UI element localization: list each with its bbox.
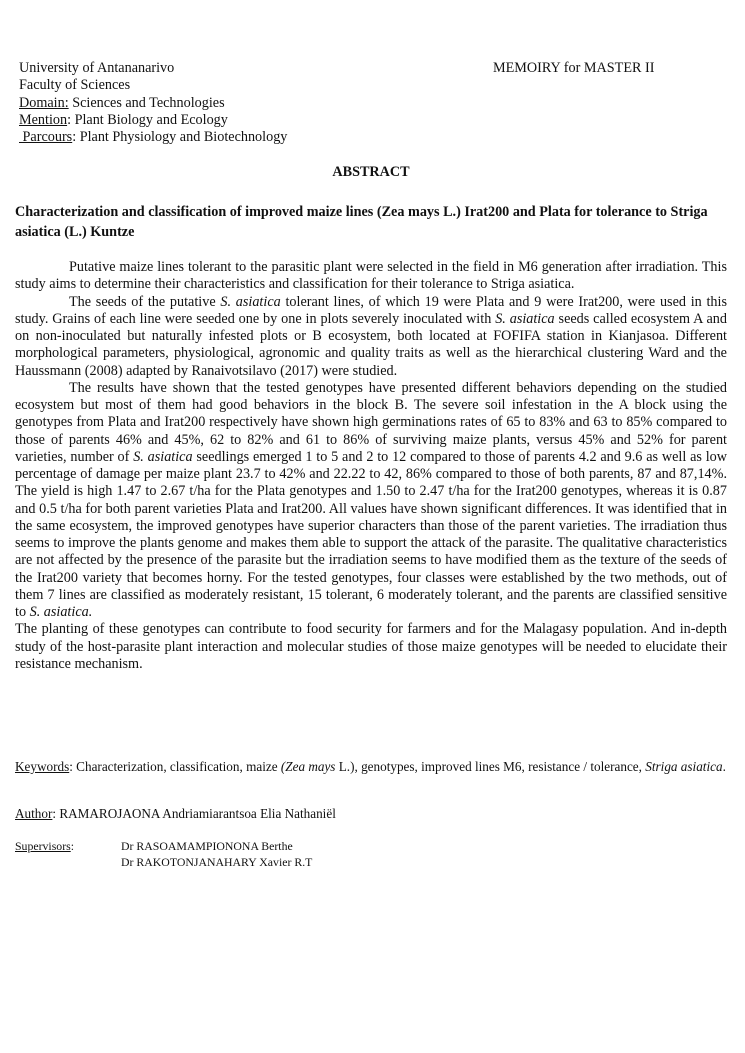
author-line (15, 806, 336, 822)
parcours-line (19, 129, 719, 146)
keywords-species: (Zea mays (280, 759, 336, 774)
domain-line (19, 95, 719, 112)
domain-label: Domain: (19, 94, 69, 111)
faculty-name: Faculty of Sciences (19, 77, 131, 94)
paragraph-3 (15, 380, 727, 622)
mention-label: Mention (19, 111, 68, 128)
mention-value: : Plant Biology and Ecology (67, 111, 228, 128)
paragraph-2-text-c: seeds called ecosystem A and on non-inoculated but naturally infested plots or B ecosystem, both located at FOFIFA station in Kianjasoa. Different morphological parameters, physiological, agronomic and quality traits as well as the hierarchical clustering Ward and the Haussmann (2008) adapted by Ranaivotsilavo (2017) were studied. (15, 310, 727, 379)
mention-line (19, 112, 719, 129)
parcours-value: : Plant Physiology and Biotechnology (72, 129, 288, 146)
paragraph-3-text-b: seedlings emerged 1 to 5 and 2 to 12 compared to those of parents 4.2 and 9.6 as well as low percentage of damage per maize plant 23.7 to 42% and 22.22 to 42, 86% compared to those of both parents, 87 and 87,14%. The yield is high 1.47 to 2.67 t/ha for the Plata genotypes and 1.50 to 2.47 t/ha for the Irat200 genotypes, whereas it is 0.87 and 0.5 t/ha for both parent varieties Plata and Irat200. All values have shown significant differences. It was identified that in the same ecosystem, the improved genotypes have superior characters than those of the parent varieties. The irradiation thus seems to improve the plants genome and makes them able to support the attack of the parasite. The qualitative characteristics are not affected by the presence of the parasite but the irradiation seems to have modified them as the texture of the seeds of the Irat200 variety that becomes horny. For the tested genotypes, four classes were established by the two methods, out of them 7 lines are classified as moderately resistant, 15 tolerant, 6 moderately tolerant, and the parents are classified sensitive to (15, 448, 727, 620)
thesis-title: Characterization and classification of improved maize lines (Zea mays L.) Irat200 and Plata for tolerance to Striga asiatica (L.) Kuntze (15, 204, 708, 240)
paragraph-1: Putative maize lines tolerant to the parasitic plant were selected in the field in M6 generation after irradiation. This study aims to determine their characteristics and classification for their tolerance to Striga asiatica. (15, 259, 727, 293)
author-label: Author (15, 806, 53, 821)
keywords-label: Keywords (15, 759, 70, 774)
supervisors-label: Supervisors (15, 839, 71, 853)
species-name: S. asiatica (220, 293, 281, 310)
supervisor-name: Dr RAKOTONJANAHARY Xavier R.T (121, 855, 313, 869)
keywords-line (15, 759, 727, 776)
species-name: S. asiatica (495, 310, 555, 327)
paragraph-3-text-a: The results have shown that the tested genotypes have presented different behaviors depending on the studied ecosystem but most of them had good behaviors in the block B. The severe soil infestation in the A block using the genotypes from Plata and Irat200 respectively have shown high germinations rates of 65 to 83% and 63 to 85% compared to those of parents 46% and 45%, 62 to 82% and 61 to 86% of surviving maize plants, versus 45% and 52% for parent varieties, number of (15, 379, 727, 465)
paragraph-2-text-a: The seeds of the putative (69, 293, 221, 310)
keywords-text-b: L.), genotypes, improved lines M6, resistance / tolerance, (335, 759, 646, 774)
parcours-label: Parcours (19, 129, 73, 146)
abstract-body (15, 259, 727, 673)
paragraph-2 (15, 294, 727, 380)
species-name: S. asiatica (133, 448, 193, 465)
memoir-label: MEMOIRY for MASTER II (493, 60, 655, 76)
domain-value: Sciences and Technologies (68, 94, 225, 111)
supervisor-name: Dr RASOAMAMPIONONA Berthe (121, 839, 293, 853)
author-name: : RAMAROJAONA Andriamiarantsoa Elia Nathaniël (52, 806, 336, 821)
species-name: S. asiatica. (29, 604, 93, 620)
supervisors-label-line (15, 838, 74, 854)
keywords-text-c: . (722, 759, 726, 774)
keywords-striga: Striga asiatica (645, 759, 723, 774)
abstract-heading: ABSTRACT (332, 164, 410, 180)
institution-header (19, 60, 719, 146)
paragraph-4: The planting of these genotypes can contribute to food security for farmers and for the Malagasy population. And in-depth study of the host-parasite plant interaction and molecular studies of those maize genotypes will be needed to elucidate their resistance mechanism. (15, 621, 727, 672)
keywords-text-a: : Characterization, classification, maize (69, 759, 281, 774)
paragraph-2-text-b: tolerant lines, of which 19 were Plata and 9 were Irat200, were used in this study. Grains of each line were seeded one by one in plots severely inoculated with (15, 293, 727, 327)
university-name: University of Antananarivo (19, 60, 175, 76)
supervisors-colon: : (70, 839, 74, 853)
supervisor-names (121, 838, 312, 870)
